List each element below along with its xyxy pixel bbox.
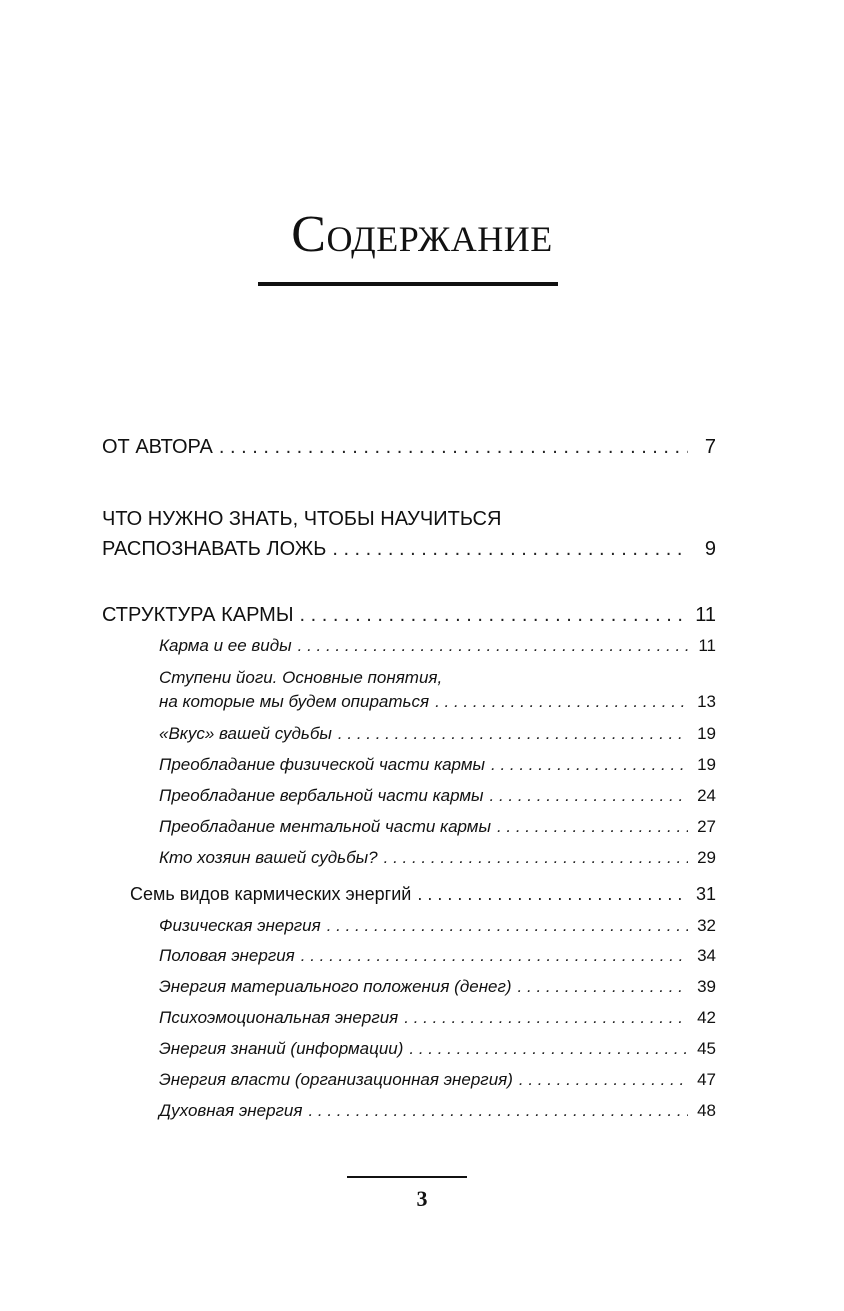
toc-entry-page: 7: [704, 436, 716, 458]
toc-entry-label: Карма и ее виды: [159, 636, 292, 655]
toc-entry-page: 11: [695, 604, 716, 626]
toc-entry-taste-of-fate[interactable]: [159, 724, 716, 744]
toc-entry-sexual-energy[interactable]: [159, 946, 716, 966]
toc-leader-dots: [219, 436, 688, 459]
page-number: 3: [416, 1186, 428, 1211]
toc-entry-page: 32: [697, 916, 716, 935]
toc-entry-label: Семь видов кармических энергий: [130, 884, 412, 904]
toc-leader-dots: [301, 946, 688, 966]
toc-entry-label: СТРУКТУРА КАРМЫ: [102, 604, 294, 626]
toc-entry-page: 13: [697, 692, 716, 711]
toc-entry-page: 11: [698, 636, 716, 655]
toc-leader-dots: [409, 1039, 688, 1059]
toc-entry-label: Физическая энергия: [159, 916, 321, 935]
toc-entry-power-energy[interactable]: [159, 1070, 716, 1090]
toc-entry-label: «Вкус» вашей судьбы: [159, 724, 332, 743]
toc-entry-karma-types[interactable]: [159, 636, 716, 656]
toc-entry-page: 19: [697, 724, 716, 743]
toc-entry-physical-energy[interactable]: [159, 916, 716, 936]
toc-entry-page: 45: [697, 1039, 716, 1058]
toc-entry-seven-energies[interactable]: [130, 884, 716, 905]
toc-leader-dots: [384, 848, 688, 868]
toc-entry-master-of-fate[interactable]: [159, 848, 716, 868]
toc-entry-label: Преобладание ментальной части кармы: [159, 817, 491, 836]
toc-entry-label: РАСПОЗНАВАТЬ ЛОЖЬ: [102, 538, 327, 560]
toc-entry-label: Преобладание физической части кармы: [159, 755, 485, 774]
toc-entry-label: Кто хозяин вашей судьбы?: [159, 848, 378, 867]
toc-entry-page: 39: [697, 977, 716, 996]
toc-entry-page: 34: [697, 946, 716, 965]
toc-entry-karma-structure[interactable]: [102, 604, 716, 627]
toc-leader-dots: [327, 916, 688, 936]
toc-entry-from-author[interactable]: [102, 436, 716, 459]
toc-entry-knowledge-energy[interactable]: [159, 1039, 716, 1059]
toc-entry-page: 24: [697, 786, 716, 805]
toc-entry-label: ОТ АВТОРА: [102, 436, 213, 458]
toc-entry-spiritual-energy[interactable]: [159, 1101, 716, 1121]
footer-rule: [347, 1176, 467, 1178]
toc-leader-dots: [435, 692, 688, 712]
toc-entry-psychoemotional-energy[interactable]: [159, 1008, 716, 1028]
toc-leader-dots: [298, 636, 688, 656]
toc-entry-label: Энергия знаний (информации): [159, 1039, 404, 1058]
toc-leader-dots: [491, 755, 688, 775]
toc-entry-label: Психоэмоциональная энергия: [159, 1008, 399, 1027]
toc-leader-dots: [417, 884, 688, 905]
toc-entry-verbal-karma[interactable]: [159, 786, 716, 806]
toc-entry-mental-karma[interactable]: [159, 817, 716, 837]
toc-entry-page: 27: [697, 817, 716, 836]
toc-entry-money-energy[interactable]: [159, 977, 716, 997]
toc-entry-page: 42: [697, 1008, 716, 1027]
toc-entry-recognize-lies[interactable]: [102, 538, 716, 561]
toc-leader-dots: [497, 817, 688, 837]
toc-leader-dots: [518, 977, 688, 997]
toc-entry-page: 9: [704, 538, 716, 560]
toc-leader-dots: [519, 1070, 688, 1090]
toc-leader-dots: [404, 1008, 688, 1028]
toc-leader-dots: [308, 1101, 688, 1121]
toc-leader-dots: [338, 724, 688, 744]
toc-entry-label: Половая энергия: [159, 946, 295, 965]
toc-entry-page: 47: [697, 1070, 716, 1089]
toc-entry-label: на которые мы будем опираться: [159, 692, 430, 711]
toc-leader-dots: [300, 604, 688, 627]
toc-entry-yoga-steps[interactable]: [159, 692, 716, 712]
toc-entry-label: Энергия власти (организационная энергия): [159, 1070, 513, 1089]
toc-entry-page: 31: [695, 884, 716, 904]
toc-leader-dots: [490, 786, 688, 806]
toc-entry-page: 19: [697, 755, 716, 774]
toc-entry-line1: Ступени йоги. Основные понятия,: [159, 668, 443, 687]
toc-entry-line1: ЧТО НУЖНО ЗНАТЬ, ЧТОБЫ НАУЧИТЬСЯ: [102, 508, 502, 530]
toc-entry-label: Духовная энергия: [159, 1101, 303, 1120]
title-underline: [258, 282, 558, 286]
toc-entry-page: 48: [697, 1101, 716, 1120]
toc-entry-label: Преобладание вербальной части кармы: [159, 786, 484, 805]
toc-leader-dots: [332, 538, 688, 561]
toc-entry-label: Энергия материального положения (денег): [159, 977, 512, 996]
toc-entry-physical-karma[interactable]: [159, 755, 716, 775]
toc-entry-page: 29: [697, 848, 716, 867]
page-title: Содержание: [291, 206, 553, 263]
